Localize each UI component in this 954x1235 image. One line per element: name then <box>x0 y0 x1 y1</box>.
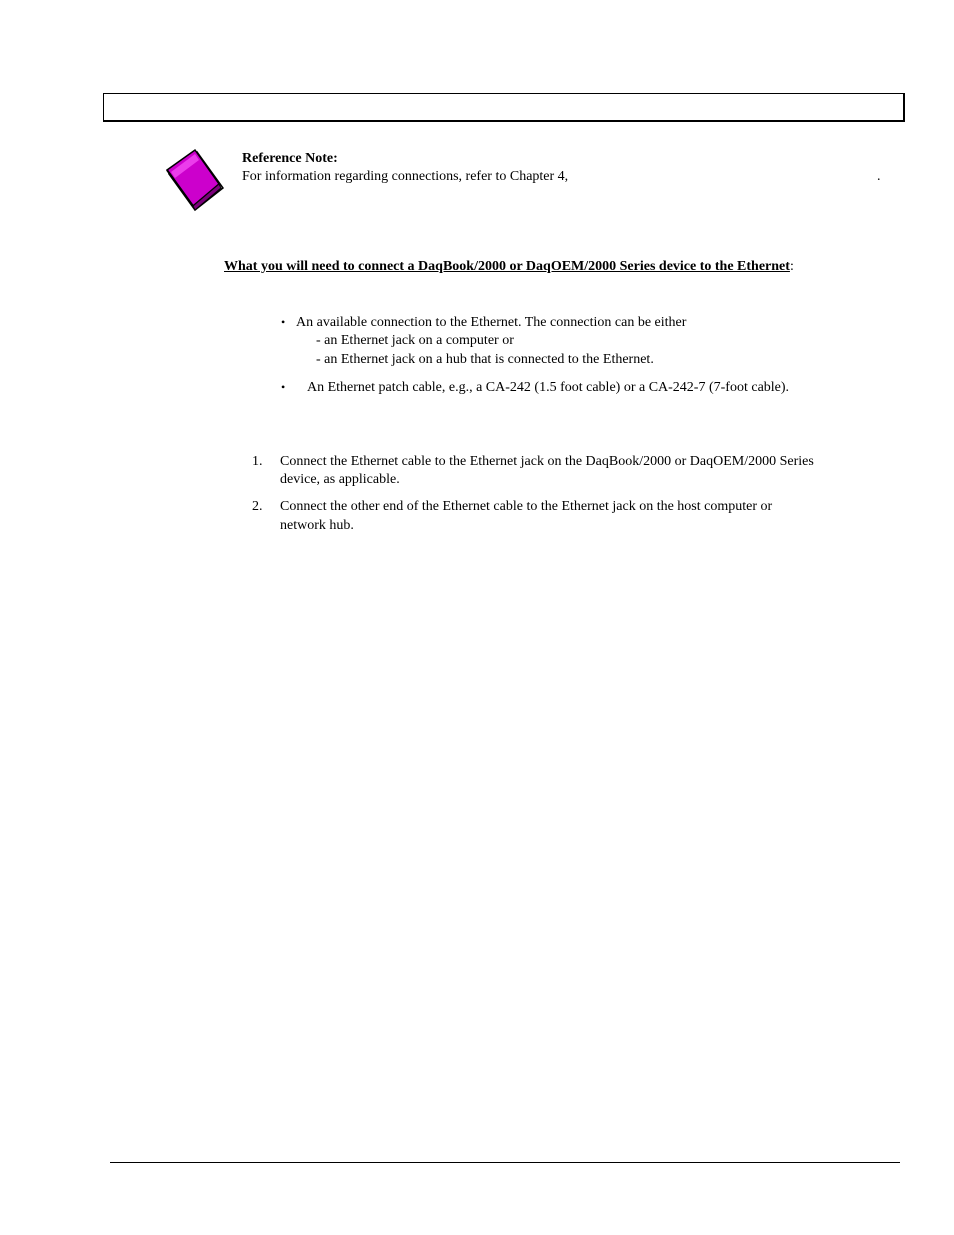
page-header-box <box>103 93 905 122</box>
bullet-item-1: An available connection to the Ethernet. The connection can be either <box>296 315 687 330</box>
reference-note-period: . <box>877 169 881 184</box>
bullet-2-marker: • <box>281 380 286 394</box>
step-2-number: 2. <box>252 499 263 514</box>
step-1-text-line-1: Connect the Ethernet cable to the Ethernet jack on the DaqBook/2000 or DaqOEM/2000 Series <box>280 454 814 469</box>
requirements-heading <box>224 258 794 275</box>
bullet-item-2: An Ethernet patch cable, e.g., a CA-242 (1.5 foot cable) or a CA-242-7 (7-foot cable). <box>307 380 790 395</box>
bullet-item-1-sub-2: - an Ethernet jack on a hub that is connected to the Ethernet. <box>316 352 654 367</box>
bullet-item-1-sub-1: - an Ethernet jack on a computer or <box>316 333 514 348</box>
book-icon <box>163 148 229 212</box>
requirements-heading-text: What you will need to connect a DaqBook/2000 or DaqOEM/2000 Series device to the Ethernet <box>224 259 790 274</box>
step-1-number: 1. <box>252 454 263 469</box>
step-1-text-line-2: device, as applicable. <box>280 472 400 487</box>
step-2-text-line-2: network hub. <box>280 518 354 533</box>
reference-note-title: Reference Note: <box>242 151 338 166</box>
bullet-1-marker: • <box>281 315 286 329</box>
requirements-heading-colon: : <box>789 259 794 274</box>
footer-rule <box>110 1162 900 1163</box>
reference-note-text: For information regarding connections, refer to Chapter 4, <box>242 169 569 184</box>
step-2-text-line-1: Connect the other end of the Ethernet cable to the Ethernet jack on the host computer or <box>280 499 773 514</box>
